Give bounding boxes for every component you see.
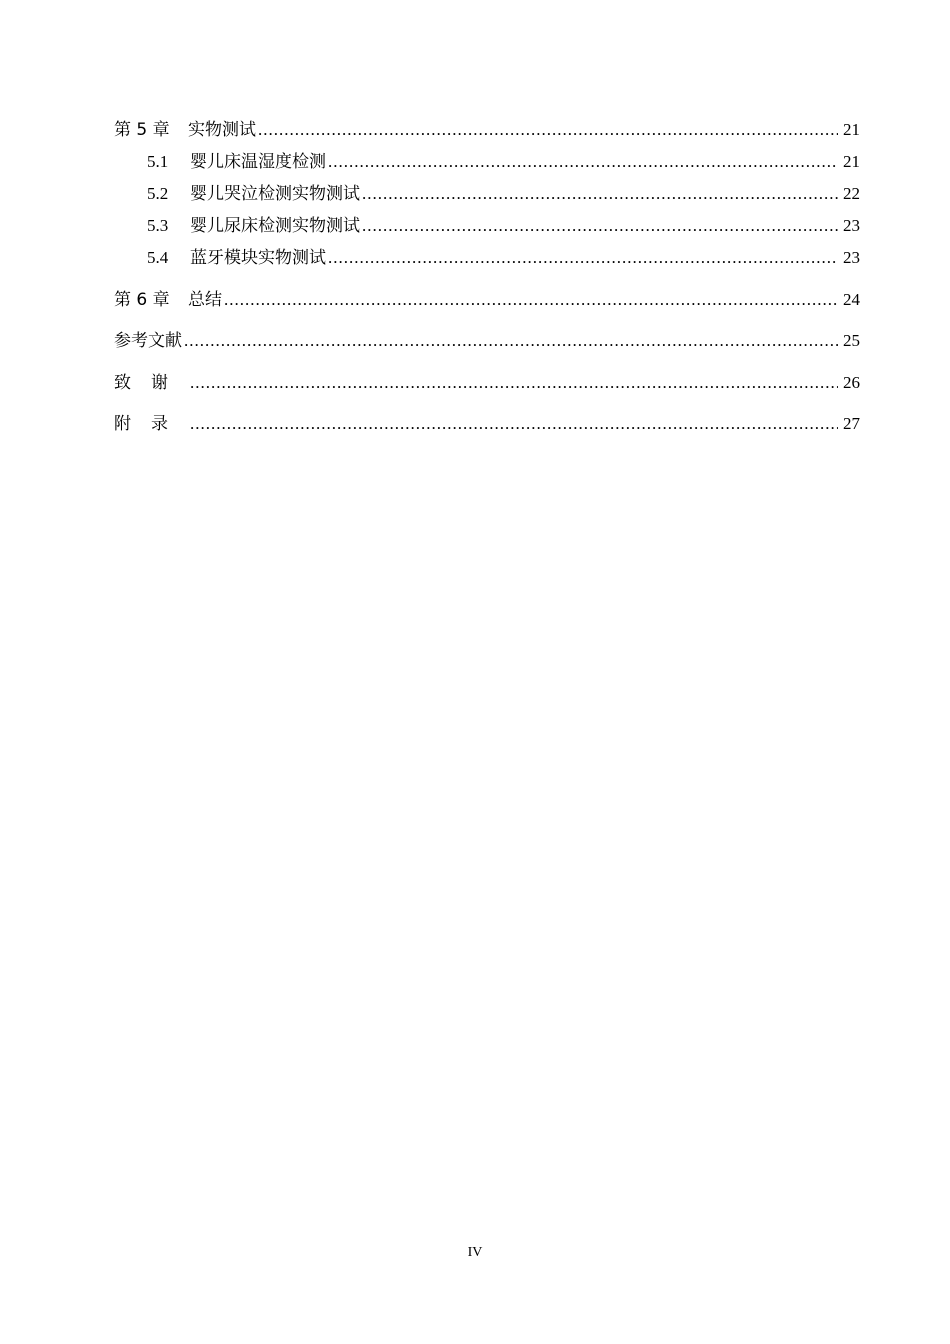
toc-dot-leader	[362, 214, 838, 238]
toc-entry-5-1[interactable]	[114, 150, 860, 174]
toc-entry-number: 第 5 章	[114, 120, 170, 140]
toc-entry-title: 附录	[114, 414, 188, 434]
toc-entry-number: 第 6 章	[114, 290, 170, 310]
toc-entry-page: 21	[843, 120, 860, 139]
toc-entry-appendix[interactable]	[114, 412, 860, 436]
toc-entry-page: 24	[843, 290, 860, 309]
toc-entry-number: 5.2	[147, 184, 169, 203]
toc-dot-leader	[190, 371, 838, 395]
toc-entry-number: 5.1	[147, 152, 169, 171]
toc-dot-leader	[258, 118, 838, 142]
toc-dot-leader	[184, 329, 838, 353]
toc-dot-leader	[328, 150, 838, 174]
page-number: IV	[467, 1245, 483, 1260]
table-of-contents	[114, 118, 860, 436]
toc-entry-page: 21	[843, 152, 860, 171]
toc-dot-leader	[362, 182, 838, 206]
toc-entry-references[interactable]	[114, 329, 860, 353]
toc-entry-number: 5.3	[147, 216, 169, 235]
toc-entry-page: 27	[843, 414, 860, 433]
toc-entry-title: 蓝牙模块实物测试	[190, 248, 326, 267]
toc-entry-title: 婴儿床温湿度检测	[190, 152, 326, 171]
toc-entry-5-2[interactable]	[114, 182, 860, 206]
toc-entry-chapter-5[interactable]	[114, 118, 860, 142]
toc-entry-title: 实物测试	[188, 120, 256, 140]
toc-dot-leader	[328, 246, 838, 270]
toc-entry-page: 25	[843, 331, 860, 350]
toc-entry-title: 参考文献	[114, 331, 182, 351]
toc-entry-chapter-6[interactable]	[114, 288, 860, 312]
toc-entry-title: 婴儿哭泣检测实物测试	[190, 184, 360, 203]
toc-entry-acknowledgements[interactable]	[114, 371, 860, 395]
toc-entry-title: 婴儿尿床检测实物测试	[190, 216, 360, 235]
toc-entry-title: 总结	[188, 290, 222, 310]
toc-entry-page: 23	[843, 248, 860, 267]
toc-entry-page: 22	[843, 184, 860, 203]
toc-dot-leader	[190, 412, 838, 436]
toc-entry-title: 致谢	[114, 373, 188, 393]
toc-entry-page: 23	[843, 216, 860, 235]
toc-dot-leader	[224, 288, 838, 312]
toc-entry-page: 26	[843, 373, 860, 392]
toc-entry-number: 5.4	[147, 248, 169, 267]
toc-entry-5-3[interactable]	[114, 214, 860, 238]
toc-entry-5-4[interactable]	[114, 246, 860, 270]
